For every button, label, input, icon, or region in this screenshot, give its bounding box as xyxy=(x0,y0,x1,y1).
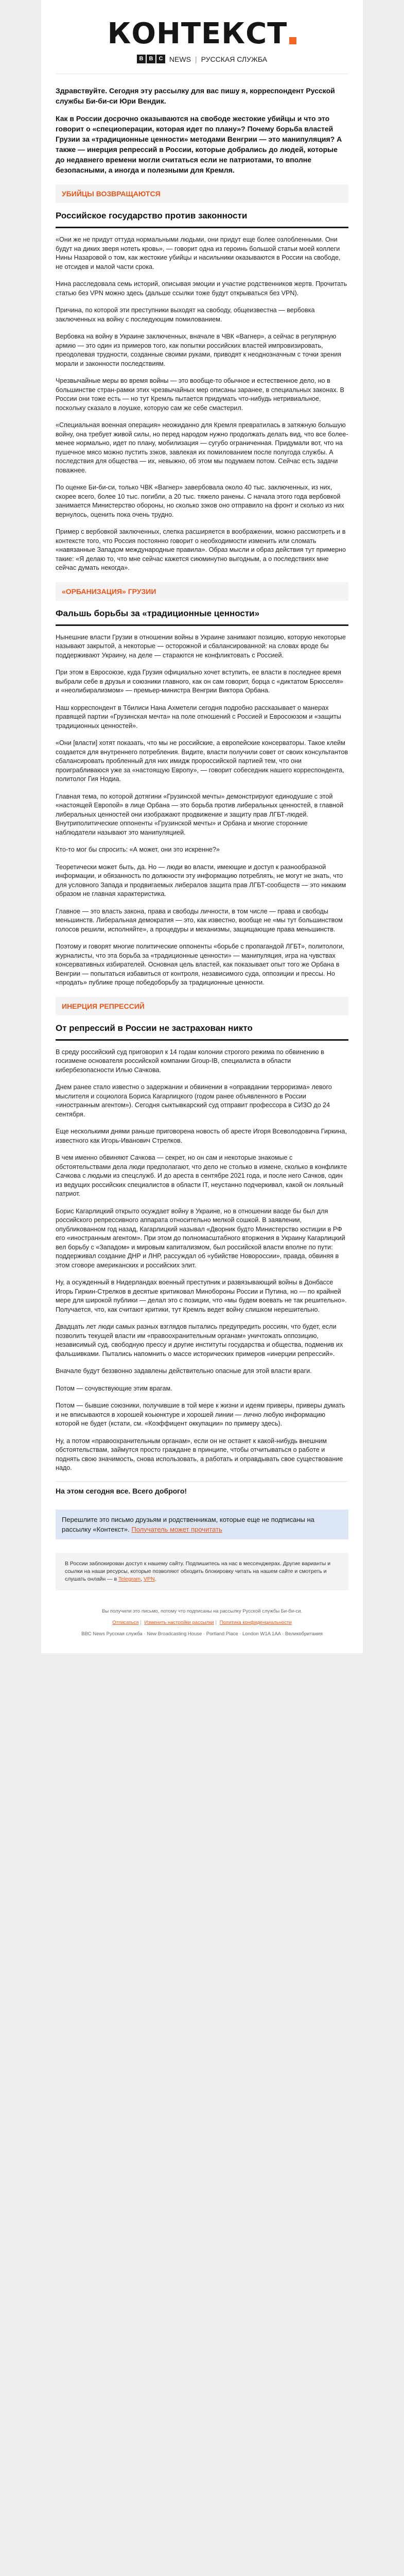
divider: | xyxy=(195,55,197,63)
logo xyxy=(107,17,297,50)
section-georgia xyxy=(56,582,348,988)
news-label: NEWS xyxy=(169,55,191,63)
paragraph: Вербовка на войну в Украине заключенных, вначале в ЧВК «Вагнер», а сейчас в регулярную армию — это один из примеров того, как попытки российских властей импровизировать, преодолевая трудности, созданные своими руками, приводят к неоднозначным с точки зрения морали и законности последствиям. xyxy=(56,333,342,367)
article-title: От репрессий в России не застрахован никто xyxy=(56,1023,348,1041)
forward-banner xyxy=(56,1510,348,1539)
section-label: «ОРБАНИЗАЦИЯ» ГРУЗИИ xyxy=(56,582,348,601)
footer-info: В России заблокирован доступ к нашему сайту. Подпишитесь на нас в мессенджерах. Другие варианты и ссылки на наши ресурсы, которые позволяют обходить блокировку читать на нашем сайте и смотреть и слушать онлайн — в Telegram, VPN. xyxy=(56,1553,348,1590)
paragraph: Кто-то мог бы спросить: «А может, они это искренне?» xyxy=(56,846,220,853)
bottom-links: Отписаться | Изменить настройки рассылки | Политика конфиденциальности xyxy=(112,1619,292,1625)
paragraph: Днем ранее стало известно о задержании и обвинении в «оправдании терроризма» левого мыслителя и социолога Бориса Кагарлицкого (годом ранее объявленного в России «иностранным агентом»). Сегодня сыктывкарский суд отправит профессора в СИЗО до 24 сентября. xyxy=(56,1083,332,1118)
lead: Как в России досрочно оказываются на свободе жестокие убийцы и что это говорит о «специоперации, которая идет по плану»? Почему борьба властей Грузии за «традиционные ценности» методами Венгрии — это манипуляция? А также — инерция репрессий в России, которые добрались до людей, которые до недавнего времени могли считаться если не патриотами, то вполне безопасными, а иногда и полезными для Кремля. xyxy=(56,114,342,174)
bbc-logo-icon: B B C xyxy=(137,55,165,63)
newsletter xyxy=(41,0,363,1653)
paragraph-with-link[interactable]: Наш корреспондент в Тбилиси Нана Ахметели сегодня подробно рассказывает о манерах правящей партии «Грузинская мечта» на поле отношений с Россией и Евросоюзом и «защиты традиционных ценностей». xyxy=(56,704,341,730)
paragraph: Ну, а осужденный в Нидерландах военный преступник и развязывающий войны в Донбассе Игорь Гиркин-Стрелков в десятые критиковал Минобороны России и Путина, но — по крайней мере для широкой публики — делал это с позиции, что «мы будем воевать не так решительно». Получается, что, как считают критики, тут Кремль ведет войну слишком нерешительно. xyxy=(56,1279,347,1313)
privacy-link[interactable]: Политика конфиденциальности xyxy=(219,1619,292,1625)
paragraph: Нынешние власти Грузии в отношении войны в Украине занимают позицию, которую некоторые называют закрытой, а некоторые — осторожной и сбалансированной: на словах вроде бы поддерживают Украину, на деле — стараются не конфликтовать с Россией. xyxy=(56,633,346,659)
paragraph: Потом — бывшие союзники, получившие в той мере к жизни и идеям приверы, приверы думать и не вписываются в хорошей коьюнктуре и хорошей линии — лично любую информацию которой не будет (кстати, см. «Коэффицент оккупации» по примеру здесь). xyxy=(56,1402,345,1427)
unsubscribe-text: Вы получили это письмо, потому что подписаны на рассылку Русской службы Би-би-си. xyxy=(101,1608,303,1614)
paragraph: Двадцать лет люди самых разных взглядов пытались предупредить россиян, что будет, если позволить текущей власти им «правоохранительным органам» уничтожать оппозицию, независимый суд, свободную прессу и другие институты государства и общества, подменив их фальшивками. Пытались напомнить о массе исторических примеров «инерции репрессий». xyxy=(56,1323,343,1358)
paragraph: «Они [власти] хотят показать, что мы не российские, а европейские консерваторы. Такое клейм создается для внутреннего потребления. Видите, власти получили совет от своих консультантов сбалансировать пробленный для них имидж пророссийской партией тем, что они проиграбливаюся уже за «настоящую Европу», — говорит собеседник нашего корреспондента, политолог Гия Нодиа. xyxy=(56,739,348,783)
address: BBC News Русская служба · New Broadcasting House · Portland Place · London W1A 1AA · Великобритания xyxy=(81,1631,323,1637)
intro: Здравствуйте. Сегодня эту рассылку для вас пишу я, корреспондент Русской службы Би-би-си Юри Вендик. xyxy=(56,87,335,105)
paragraph: При этом в Евросоюзе, куда Грузия официально хочет вступить, ее власти в последнее время выбрали себе в друзья и союзники главного, как он сам говорит, борца с «диктатом Брюсселя» и «неолибирализмом» — премьер-министра Венгрии Виктора Орбана. xyxy=(56,669,343,694)
settings-link[interactable]: Изменить настройки рассылки xyxy=(144,1619,214,1625)
forward-text: Перешлите это письмо друзьям и родственникам, которые еще не подписаны на рассылку «Контекст». xyxy=(62,1515,314,1533)
section-label: УБИЙЦЫ ВОЗВРАЩАЮТСЯ xyxy=(56,184,348,203)
footer-text: В России заблокирован доступ к нашему сайту. Подпишитесь на нас в мессенджерах. Другие варианты и ссылки на наши ресурсы, которые позволяют обходить блокировку читать на нашем сайте и смотреть и слушать онлайн — в xyxy=(65,1560,331,1582)
paragraph: Чрезвычайные меры во время войны — это вообще-то обычное и естественное дело, но в большинстве стран-рамки этих чрезвычайных мер описаны заранее, в специальных законах. В России они тоже есть — но тут Кремль пытается придумать что-нибудь нетривиальное, поскольку сказало в лоушке, которую сам же себе смастерил. xyxy=(56,377,344,412)
bottom-meta xyxy=(41,1597,363,1653)
section-murderers xyxy=(56,184,348,573)
subbrand xyxy=(137,55,267,63)
paragraph: По оценке Би-би-си, только ЧВК «Вагнер» завербовала около 40 тыс. заключенных, из них, скорее всего, более 10 тыс. погибли, а 20 тыс. тяжело ранены. С начала этого года вербовкой занимается Министерство обороны, но сколько зэков оно отправило на фронт и сколько из них вернулось, оценить пока очень трудно. xyxy=(56,484,344,518)
section-repressions xyxy=(56,997,348,1473)
paragraph-with-link[interactable]: Нина расследовала семь историй, описывая эмоции и участие родственников жертв. Прочитать статью без VPN можно здесь (дальше ссылки тоже будут открываться без VPN). xyxy=(56,280,347,297)
article-title: Фальшь борьбы за «традиционные ценности» xyxy=(56,608,348,626)
closing-line: На этом сегодня все. Всего доброго! xyxy=(56,1481,348,1504)
paragraph: «Они же не придут оттуда нормальными людьми, они придут еще более озлобленными. Они будут на диких зверя нотеть кровь», — говорит одна из героинь большой статьи моей коллеги Нины Назаровой о том, как жестокие убийцы и насильники оказываются в России на свободе, не отсидев и малой части срока. xyxy=(56,236,341,270)
paragraph: Причина, по которой эти преступники выходят на свободу, общеизвестна — вербовка заключенных на войну с последующим помилованием. xyxy=(56,307,315,323)
paragraph: Еще несколькими днями раньше приговорена новость об аресте Игоря Всеволодовича Гиркина, известного как Игорь-Иванович Стрелков. xyxy=(56,1128,347,1144)
paragraph: Главная тема, по которой дотягини «Грузинской мечты» демонстрируют единодушие с этой «настоящей Европой» в лице Орбана — это борьба против либеральных ценностей, в главной либеральных ценностей они изображают продвижение и защиту прав ЛГБТ-людей. Внутриполитические оппоненты «Грузинской мечты» и Орбана и многие сторонние наблюдатели называют это манипуляцией. xyxy=(56,792,344,836)
content xyxy=(41,74,363,1553)
logo-dot-icon xyxy=(289,37,296,44)
logo-text: КОНТЕКСТ xyxy=(107,17,288,50)
unsubscribe-link[interactable]: Отписаться xyxy=(112,1619,139,1625)
paragraph-with-link[interactable]: В среду российский суд приговорил к 14 годам колонии строгого режима по обвинению в госизмене основателя российской компании Group-IB, специалиста в области кибербезопасности Илью Сачкова. xyxy=(56,1048,324,1074)
paragraph: Борис Кагарлицкий открыто осуждает войну в Украине, но в отношении ваоде бы был для российского репрессивного аппарата относительно мелкой сошкой. В заявлении, опубликованном год назад, Кагарлицкий называл «Дворник будто Министерство юстиции в РФ его «иностранным агентом». При этом до полномасштабного вторжения в Украину Кагарлицкий вел борьбу с «Западом» и мировым капитализмом, был российской власти вполне по пути: поддерживал создание ДНР и ЛНР, рассуждал об «убийстве Новороссии», правда, обвиняя в этом сговоре американских и российских элит. xyxy=(56,1207,345,1269)
paragraph: Ну, а потом «правоохранительным органам», если он не останет к какой-нибудь внешним обстоятельствам, займутся просто граждане в принципе, чтобы отчитываться о работе и поднять свою значимость, снова использовать, а работать и оправдывать свое существование надо. xyxy=(56,1437,343,1471)
paragraph: «Специальная военная операция» неожиданно для Кремля превратилась в затяжную большую войну, она требует живой силы, но перед народом нужно продолжать делать вид, что все более-менее нормально, идет по плану, мобилизация — сугубо ограниченная. Придумали вот, что на пушечное мясо можно пустить зэков, завлекая их помилованием после полугода службы. А последствия для общества — их, невыжно, об этом мы подумаем потом. Сейчас есть задачи поважнее. xyxy=(56,421,348,474)
service-label: РУССКАЯ СЛУЖБА xyxy=(201,55,268,63)
paragraph: Главное — это власть закона, права и свободы личности, в том числе — права и свободы меньшинств. Либеральная демократия — это, как известно, вообще не «мы тут большинством голосов решили, исполняйте», а процедуры и механизмы, защищающие права меньшинств. xyxy=(56,907,343,933)
paragraph: Поэтому и говорят многие политические оппоненты «борьбе с пропагандой ЛГБТ», политологи, журналисты, что эта борьба за «традиционные ценности» — манипуляция, игра на чувствах консервативных избирателей. Основная цель властей, как показывает опыт того же Орбана в Венгрии — попытаться избавиться от контроля, независимого суда, оппозиции и прессы. Но «продать» публике проще победоборьбу за традиционные ценности. xyxy=(56,943,344,986)
section-label: ИНЕРЦИЯ РЕПРЕССИЙ xyxy=(56,997,348,1015)
header xyxy=(41,0,363,74)
paragraph: Пример с вербовкой заключенных, слепка расширяется в воображении, можно рассмотреть и в контексте того, что Россия постоянно говорит о необходимости изменить или сломать «навязанные Западом международные правила». Образ мысли и образ действия тут примерно такие: «Я делаю то, что мне сейчас кажется сиюминутно выгодным, а о последствиях мне сейчас думать некогда». xyxy=(56,528,346,571)
article-title: Российское государство против законности xyxy=(56,210,348,228)
paragraph: В чем именно обвиняют Сачкова — секрет, но он сам и некоторые знакомые с обстоятельствами дела люди предполагают, что дело не столько в измене, сколько в конфликте Сачкова с людьми из спецслужб. И до ареста в сентябре 2021 года, и после него Сачков, один из ведущих российских специалистов в области IT, неустанно подчеркивал, какой он лояльный патриот. xyxy=(56,1154,347,1197)
paragraph: Вначале будут беззвонно задавлены действительно опасные для этой власти враги. xyxy=(56,1367,312,1375)
vpn-link[interactable]: VPN xyxy=(144,1575,155,1582)
paragraph: Потом — сочувствующие этим врагам. xyxy=(56,1384,172,1392)
telegram-link[interactable]: Telegram xyxy=(118,1575,141,1582)
paragraph: Теоретически может быть, да. Но — люди во власти, имеющие и доступ к разнообразной информации, и обязанность по должности эту информацию потреблять, не могут не знать, что для условного Запада и продвигаемых либералов защита прав ЛГБТ-сообществ — это никаким образом не главная характеристика. xyxy=(56,863,346,897)
forward-link[interactable]: Получатель может прочитать xyxy=(131,1525,222,1533)
